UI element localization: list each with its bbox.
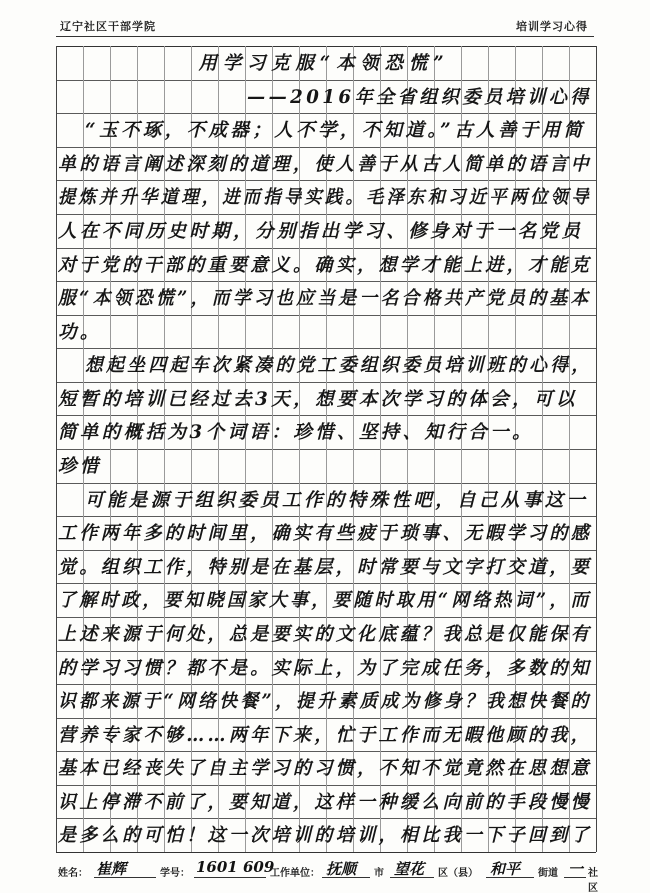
essay-title: 用学习克服“本领恐慌” [198,53,450,74]
community-value: 一 [568,860,584,878]
district-underline [390,877,434,878]
essay-line: 珍惜 [58,456,102,477]
community-underline [564,877,586,878]
student-id-value: 1601 609 [196,858,275,876]
street-value: 和平 [490,860,521,878]
essay-line: 是多么的可怕！这一次培训的培训，相比我一下子回到了 [58,825,593,847]
essay-line: 可能是源于组织委员工作的特殊性吧，自己从事这一 [85,489,589,511]
name-label: 姓名： [58,868,88,879]
essay-line: 想起坐四起车次紧凑的党工委组织委员培训班的心得， [85,355,593,377]
essay-line: 工作两年多的时间里，确实有些疲于琐事、无暇学习的感 [58,523,593,545]
essay-line: 提炼并升华道理，进而指导实践。毛泽东和习近平两位领导 [58,187,592,209]
essay-line: 简单的概括为3个词语：珍惜、坚持、知行合一。 [58,422,534,444]
city-underline [322,877,370,878]
work-unit-label: 工作单位： [270,868,320,879]
footer-form [58,858,598,894]
name-underline [94,877,156,878]
header-divider [56,36,594,37]
essay-line: 功。 [58,321,102,343]
essay-line: 对于党的干部的重要意义。确实，想学才能上进，才能克 [58,254,593,276]
grid-line-horizontal [56,852,596,853]
student-id-label: 学号： [160,868,190,879]
essay-line: 觉。组织工作，特别是在基层，时常要与文字打交道，要 [58,556,593,578]
essay-line: 基本已经丧失了自主学习的习惯，不知不觉竟然在思想意 [58,758,593,780]
essay-line: 了解时政，要知晓国家大事，要随时取用“网络热词”，而 [58,590,592,612]
essay-line: 人在不同历史时期，分别指出学习、修身对于一名党员 [58,220,584,242]
essay-line: 单的语言阐述深刻的道理，使人善于从古人简单的语言中 [58,153,593,175]
street-underline [486,877,534,878]
community-label: 社区 [588,868,598,894]
name-value: 崔辉 [96,860,127,878]
essay-line: 上述来源于何处，总是要实的文化底蕴？我总是仅能保有 [58,623,593,645]
institute-name: 辽宁社区干部学院 [60,20,156,33]
city-label: 市 [374,868,384,879]
essay-line: 营养专家不够……两年下来，忙于工作而无暇他顾的我， [58,724,593,746]
city-value: 抚顺 [326,860,357,878]
street-label: 街道 [538,868,558,879]
essay-line: 服“本领恐慌”，而学习也应当是一名合格共产党员的基本 [58,288,592,310]
essay-line: “玉不琢，不成器；人不学，不知道。”古人善于用简 [85,120,586,142]
essay-subtitle: ——2016年全省组织委员培训心得 [247,86,592,108]
writing-grid [56,46,596,852]
essay-line: 的学习习惯？都不是。实际上，为了完成任务，多数的知 [58,657,593,679]
grid-line-vertical [56,46,57,852]
student-id-underline [194,877,266,878]
essay-line: 识上停滞不前了，要知道，这样一种缓么向前的手段慢慢 [58,791,593,813]
sheet-type: 培训学习心得 [516,20,588,33]
district-label: 区（县） [438,868,478,879]
essay-line: 短暂的培训已经过去3天，想要本次学习的体会，可以 [58,388,578,410]
district-value: 望花 [394,860,425,878]
essay-line: 识都来源于“网络快餐”，提升素质成为修身？我想快餐的 [58,691,592,713]
grid-line-vertical [596,46,597,852]
